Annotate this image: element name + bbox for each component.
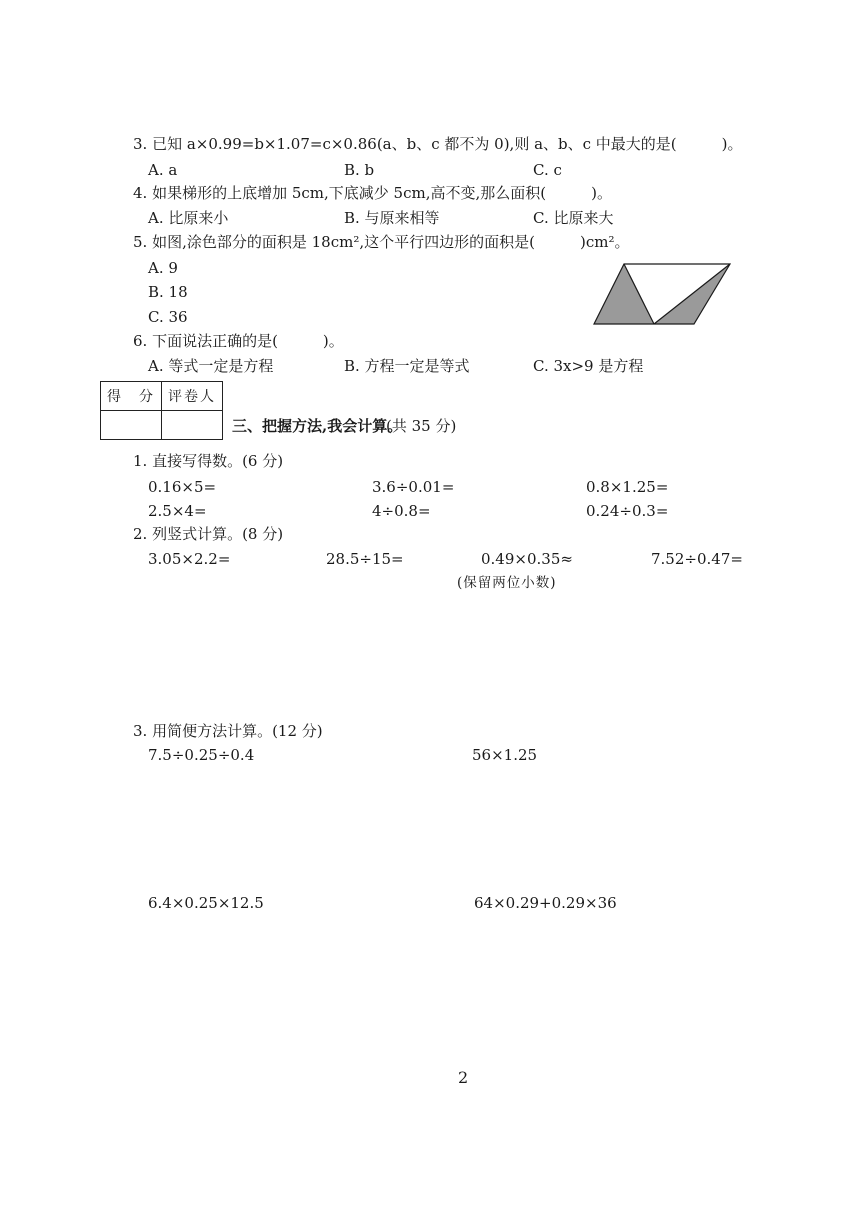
part3-item: 6.4×0.25×12.5 <box>148 894 264 912</box>
section3-title: 三、把握方法,我会计算。 <box>232 417 403 435</box>
part2-item: 3.05×2.2= <box>148 550 231 568</box>
grader-cell[interactable] <box>162 411 223 440</box>
part2-note: (保留两位小数) <box>457 575 557 591</box>
part1-item: 4÷0.8= <box>372 502 431 520</box>
part2-item: 0.49×0.35≈ <box>481 550 573 568</box>
q3-option-b: B. b <box>344 161 375 179</box>
part1-title: 1. 直接写得数。(6 分) <box>133 452 284 470</box>
parallelogram-figure <box>590 260 735 328</box>
q5-option-c: C. 36 <box>148 308 188 326</box>
q5-option-b: B. 18 <box>148 283 188 301</box>
q5-option-a: A. 9 <box>148 259 178 277</box>
q6-option-b: B. 方程一定是等式 <box>344 357 470 375</box>
shaded-triangle-left <box>594 264 654 324</box>
part1-item: 0.16×5= <box>148 478 217 496</box>
score-label: 得 分 <box>101 382 162 411</box>
q6-option-c: C. 3x>9 是方程 <box>533 357 644 375</box>
q4-option-c: C. 比原来大 <box>533 209 614 227</box>
part2-item: 28.5÷15= <box>326 550 404 568</box>
part1-item: 2.5×4= <box>148 502 207 520</box>
score-table <box>100 381 223 440</box>
q4-option-a: A. 比原来小 <box>148 209 229 227</box>
part3-item: 7.5÷0.25÷0.4 <box>148 746 255 764</box>
part1-item: 0.8×1.25= <box>586 478 669 496</box>
part3-item: 64×0.29+0.29×36 <box>474 894 617 912</box>
q4-option-b: B. 与原来相等 <box>344 209 440 227</box>
q3-option-c: C. c <box>533 161 562 179</box>
part3-item: 56×1.25 <box>472 746 538 764</box>
part1-item: 3.6÷0.01= <box>372 478 455 496</box>
part2-item: 7.52÷0.47= <box>651 550 743 568</box>
q3-stem: 3. 已知 a×0.99=b×1.07=c×0.86(a、b、c 都不为 0),则 a、b、c 中最大的是( )。 <box>133 135 743 153</box>
part3-title: 3. 用简便方法计算。(12 分) <box>133 722 323 740</box>
q3-option-a: A. a <box>148 161 178 179</box>
part1-item: 0.24÷0.3= <box>586 502 669 520</box>
part2-title: 2. 列竖式计算。(8 分) <box>133 525 284 543</box>
section3-points: (共 35 分) <box>386 417 457 435</box>
q4-stem: 4. 如果梯形的上底增加 5cm,下底减少 5cm,高不变,那么面积( )。 <box>133 184 612 202</box>
q6-stem: 6. 下面说法正确的是( )。 <box>133 332 344 350</box>
page-number: 2 <box>458 1068 469 1087</box>
q6-option-a: A. 等式一定是方程 <box>148 357 274 375</box>
score-cell[interactable] <box>101 411 162 440</box>
q5-stem: 5. 如图,涂色部分的面积是 18cm²,这个平行四边形的面积是( )cm²。 <box>133 233 630 251</box>
grader-label: 评卷人 <box>162 382 223 411</box>
